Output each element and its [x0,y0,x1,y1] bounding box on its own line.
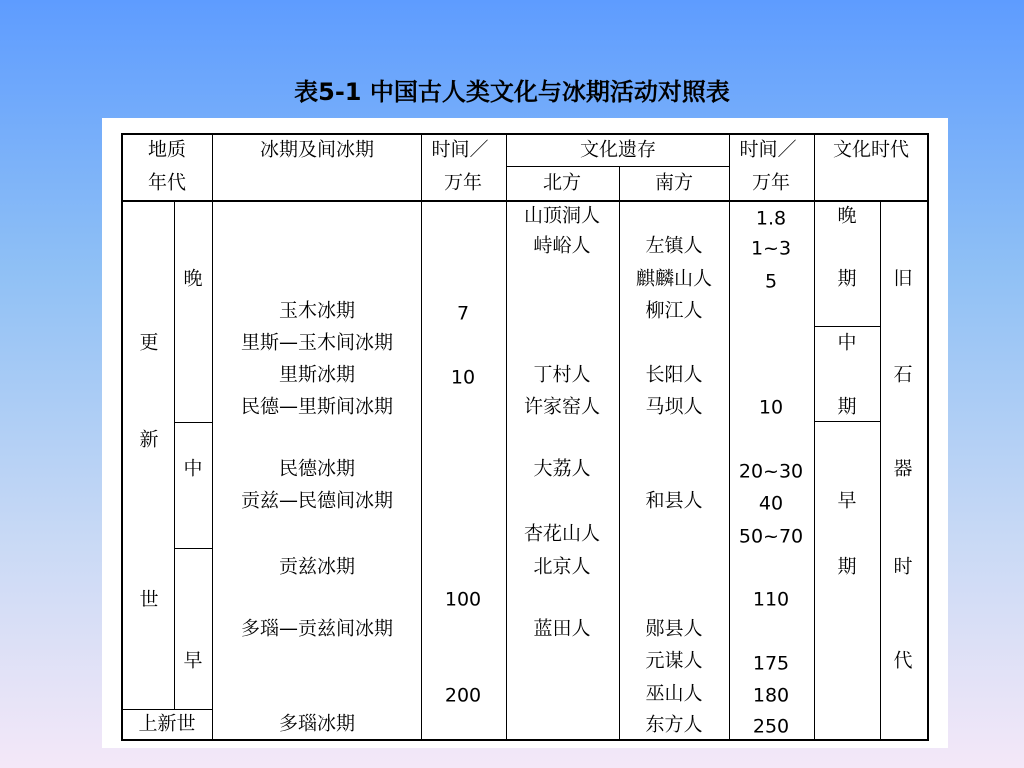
north-site: 丁村人 [533,363,591,386]
subepoch-middle: 中 [183,457,203,480]
table-border-top [121,133,929,135]
header-time2-1: 时间／ [739,138,797,161]
paleolithic-char: 石 [893,363,913,386]
line-pleistocene-pliocene [121,709,213,710]
era-late-char: 期 [837,267,857,290]
column-line-south [619,166,620,741]
header-geo-age-2: 年代 [147,171,187,194]
line-era-late-middle [814,326,880,327]
time2-value: 1.8 [755,207,787,230]
paleolithic-char: 代 [893,649,913,672]
era-early-char: 期 [837,555,857,578]
time2-value: 10 [758,396,784,419]
header-time2-2: 万年 [751,171,791,194]
time1-value: 100 [444,588,482,611]
line-middle-early [174,548,212,549]
time1-value: 10 [450,366,476,389]
era-middle-char: 期 [837,395,857,418]
south-site: 长阳人 [645,363,703,386]
south-site: 元谋人 [645,649,703,672]
time2-value: 110 [752,588,790,611]
column-line-time1 [421,133,422,741]
glacial-item: 多瑙—贡兹间冰期 [240,617,394,640]
header-time1-1: 时间／ [431,138,489,161]
column-line-subepoch [174,201,175,709]
paleolithic-char: 器 [893,457,913,480]
header-south: 南方 [654,171,694,194]
table-title: 表5-1 中国古人类文化与冰期活动对照表 [294,78,730,106]
header-geo-age-1: 地质 [147,138,187,161]
era-middle-char: 中 [837,331,857,354]
column-line-north [506,133,507,741]
line-late-middle [174,422,212,423]
epoch-char: 世 [139,588,159,611]
south-site: 马坝人 [645,395,703,418]
table-border-right [927,133,929,741]
header-north: 北方 [542,171,582,194]
north-site: 蓝田人 [533,617,591,640]
glacial-item: 里斯冰期 [278,363,356,386]
glacial-item: 民德—里斯间冰期 [240,395,394,418]
paleolithic-char: 时 [893,555,913,578]
epoch-char: 新 [139,428,159,451]
time2-value: 5 [764,270,778,293]
north-site: 许家窑人 [523,395,601,418]
paleolithic-char: 旧 [893,267,913,290]
epoch-char: 更 [139,331,159,354]
time2-value: 50~70 [738,525,804,548]
south-site: 左镇人 [645,234,703,257]
pliocene-label: 上新世 [138,712,196,735]
era-late-char: 晚 [837,204,857,227]
south-site: 巫山人 [645,682,703,705]
glacial-item: 里斯—玉木间冰期 [240,331,394,354]
time2-value: 1~3 [750,237,792,260]
table-border-bottom [121,739,929,741]
header-time1-2: 万年 [443,171,483,194]
glacial-item: 多瑙冰期 [278,712,356,735]
header-separator [121,200,929,202]
north-site: 峙峪人 [533,234,591,257]
header-glacial: 冰期及间冰期 [259,138,375,161]
column-line-era [814,133,815,741]
south-site: 和县人 [645,489,703,512]
glacial-item: 贡兹冰期 [278,555,356,578]
time1-value: 200 [444,684,482,707]
line-era-middle-early [814,421,880,422]
south-site: 柳江人 [645,299,703,322]
south-site: 麒麟山人 [635,267,713,290]
header-culture-era: 文化时代 [832,138,910,161]
north-site: 杏花山人 [523,522,601,545]
time1-value: 7 [456,302,470,325]
header-culture-remains: 文化遗存 [579,138,657,161]
glacial-item: 民德冰期 [278,457,356,480]
time2-value: 175 [752,652,790,675]
column-line-glacial [212,133,213,741]
subepoch-late: 晚 [183,267,203,290]
south-site: 东方人 [645,713,703,736]
table-border-left [121,133,123,741]
north-site: 北京人 [533,555,591,578]
north-site: 大荔人 [533,457,591,480]
era-early-char: 早 [837,489,857,512]
subepoch-early: 早 [183,649,203,672]
column-line-time2 [729,133,730,741]
column-line-era-split [880,201,881,741]
glacial-item: 贡兹—民德间冰期 [240,489,394,512]
glacial-item: 玉木冰期 [278,299,356,322]
time2-value: 40 [758,492,784,515]
time2-value: 250 [752,715,790,738]
time2-value: 180 [752,684,790,707]
culture-remains-divider [506,166,729,167]
south-site: 郧县人 [645,617,703,640]
time2-value: 20~30 [738,460,804,483]
north-site: 山顶洞人 [523,204,601,227]
